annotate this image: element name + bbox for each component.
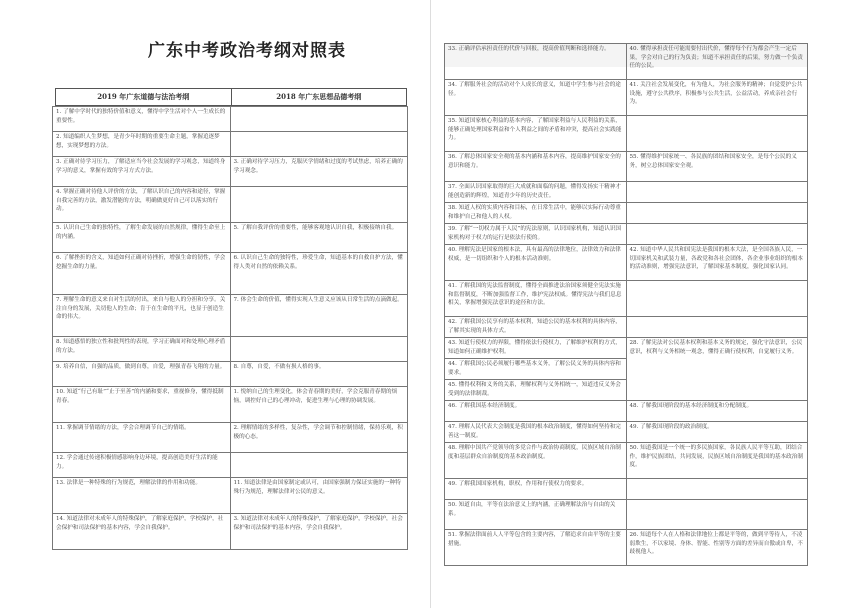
cell-2019: 13. 法律是一种特殊的行为规范，理解法律的作用和功能。	[53, 478, 231, 514]
cell-2018	[230, 187, 408, 223]
cell-2018	[626, 317, 808, 338]
cell-2019: 42. 了解我国公民享有的基本权利，知道公民的基本权利的具体内容，了解其实现的具体方式。	[445, 317, 627, 338]
cell-2018: 26. 知道每个人在人格和法律地位上都是平等的，做到平等待人，不凌弱欺生，不以家境、身体、智能、性别等方面的差异而自傲或自卑，不歧视他人。	[626, 530, 808, 566]
cell-2019: 34. 了解服务社会的活动对个人成长的意义，知道中学生参与社会的途径。	[445, 80, 627, 116]
cell-2019: 8. 知道感悟的独立性和批判性的表现，学习正确面对和处理心理矛盾的方法。	[53, 337, 231, 362]
cell-2018: 48. 了解我国现阶段的基本经济制度和分配制度。	[626, 401, 808, 422]
table-row	[53, 337, 408, 362]
cell-2019: 3. 正确对待学习压力，了解适应当今社会发展的学习观念，知道终身学习的意义，掌握有效的学习方式方法。	[53, 157, 231, 187]
cell-2019: 37. 全面认识国家取得的巨大成就和面临的问题，懂得发扬实干精神才能创造新的辉煌，知道青少年的历史责任。	[445, 182, 627, 203]
table-row	[445, 500, 808, 530]
left-table-header	[55, 88, 407, 106]
cell-2019: 12. 学会通过传递积极情感影响身边环境，提高创造美好生活的能力。	[53, 453, 231, 478]
cell-2019: 5. 认识自己生命的独特性，了解生命发展的自然规律，懂得生命至上的内涵。	[53, 223, 231, 253]
cell-2018: 5. 了解自我评价的重要性，能够客观地认识自我，积极接纳自我。	[230, 223, 408, 253]
table-row	[445, 281, 808, 317]
table-row	[53, 362, 408, 387]
cell-2018: 55. 懂得维护国家统一、各民族的团结和国家安全，是每个公民的义务，树立总体国家安全观。	[626, 152, 808, 182]
table-row	[53, 453, 408, 478]
table-row	[445, 44, 808, 80]
cell-2018	[626, 281, 808, 317]
cell-2018: 11. 知道法律是由国家制定或认可，由国家强制力保证实施的一种特殊行为规范，理解法律对公民的意义。	[230, 478, 408, 514]
cell-2018	[230, 453, 408, 478]
cell-2018	[230, 107, 408, 132]
table-row	[53, 514, 408, 550]
table-row	[53, 187, 408, 223]
table-row	[445, 152, 808, 182]
cell-2018	[230, 337, 408, 362]
cell-2019: 10. 知道“行己有耻”“止于至善”的内涵和要求，重视修身，懂得抵制青春。	[53, 387, 231, 423]
table-row	[445, 203, 808, 224]
cell-2019: 45. 懂得权利和义务的关系，理解权利与义务相统一，知道违反义务会受到的法律制裁。	[445, 380, 627, 401]
cell-2018: 8. 自尊，自爱，不做有损人格的事。	[230, 362, 408, 387]
cell-2019: 11. 掌握调节情绪的方法，学会合理调节自己的情绪。	[53, 423, 231, 453]
table-row	[445, 530, 808, 566]
table-row	[445, 224, 808, 245]
table-row	[445, 245, 808, 281]
cell-2019: 33. 正确评估承担责任的代价与回报，提高价值判断和选择能力。	[445, 44, 627, 80]
header-2019: 2019 年广东道德与法治考纲	[97, 92, 190, 101]
table-row	[445, 422, 808, 443]
table-row	[445, 401, 808, 422]
right-comparison-table	[444, 43, 808, 566]
cell-2018	[626, 203, 808, 224]
header-2018: 2018 年广东思想品德考纲	[231, 89, 407, 105]
cell-2019: 48. 理解中国共产党领导的多党合作与政治协商制度，民族区域自治制度和基层群众自治制度的基本政治制度。	[445, 443, 627, 479]
table-row	[53, 478, 408, 514]
cell-2018	[626, 116, 808, 152]
cell-2018: 28. 了解宪法对公民基本权利和基本义务的规定，强化守法意识，公民意识，权利与义务相统一观念，懂得正确行使权利，自觉履行义务。	[626, 338, 808, 401]
cell-2019: 7. 理解生命的意义来自对生活的付出，来自与他人的分担和分享。关注自身的发展，关切他人的生命；肯于在生命的平凡，也显于创造生命的伟大。	[53, 295, 231, 337]
table-row	[445, 182, 808, 203]
cell-2019: 35. 知道国家核心利益的基本内容，了解国家利益与人民利益的关系，能够正确处理国家利益和个人利益之间的矛盾和冲突，提高社会实践能力。	[445, 116, 627, 152]
table-row	[445, 338, 808, 359]
cell-2018: 50. 知道我国是一个统一的多民族国家，各民族人民平等互助，团结合作，维护民族团结，共同发展，民族区域自治制度是我国的基本政治制度。	[626, 443, 808, 479]
cell-2019: 47. 理解人民代表大会制度是我国的根本政治制度，懂得如何坚持和完善这一制度。	[445, 422, 627, 443]
page-divider	[430, 0, 431, 608]
cell-2019: 6. 了解挫折的含义，知道如何正确对待挫折，增强生命的韧性，学会挖掘生命的力量。	[53, 253, 231, 295]
table-row	[53, 157, 408, 187]
cell-2018	[230, 132, 408, 157]
table-row	[53, 132, 408, 157]
cell-2018	[626, 479, 808, 500]
cell-2018: 3. 知道法律对未成年人的特殊保护，了解家庭保护，学校保护，社会保护和司法保护的基本内容，学会自我保护。	[230, 514, 408, 550]
cell-2018	[626, 500, 808, 530]
cell-2019: 40. 理解宪法是国家的根本法，具有最高的法律地位，法律效力和法律权威，是一切组织和个人的根本活动准则。	[445, 245, 627, 281]
cell-2019: 50. 知道自由，平等在法治意义上的内涵，正确理解法治与自由的关系。	[445, 500, 627, 530]
cell-2019: 44. 了解我国公民必须履行哪些基本义务，了解公民义务的具体内容和要求。	[445, 359, 627, 380]
table-row	[53, 423, 408, 453]
cell-2018: 41. 关注社会发展变化，有为他人，为社会服务的精神；自觉爱护公共设施，遵守公共秩序，积极参与公共生活，公益活动，养成亲社会行为。	[626, 80, 808, 116]
cell-2019: 14. 知道法律对未成年人的特殊保护，了解家庭保护，学校保护，社会保护和司法保护的基本内容，学会自我保护。	[53, 514, 231, 550]
cell-2018: 6. 认识自己生命的独特性，珍爱生命，知道基本的自救自护方法，懂得人类对自然的依赖关系。	[230, 253, 408, 295]
table-row	[445, 80, 808, 116]
table-row	[53, 223, 408, 253]
table-row	[53, 295, 408, 337]
cell-2018: 1. 悦纳自己的生理变化，体会青春期的美好，学会克服青春期的烦恼，调控好自己的心理冲动，促进生理与心理的协调发展。	[230, 387, 408, 423]
table-row	[53, 253, 408, 295]
cell-2018	[626, 224, 808, 245]
cell-2018: 49. 了解我国现阶段的政治制度。	[626, 422, 808, 443]
left-comparison-table	[52, 106, 408, 550]
cell-2018: 2. 理解情绪的多样性，复杂性，学会调节和控制情绪，保持乐观，积极的心态。	[230, 423, 408, 453]
cell-2019: 39. 了解“一切权力属于人民”的宪法原则，认识国家机构，知道认识国家机构对于权力的运行是依法行使的。	[445, 224, 627, 245]
table-row	[445, 317, 808, 338]
table-row	[445, 479, 808, 500]
cell-2018: 40. 懂得承担责任可能需要付出代价，懂得每个行为都会产生一定后果，学会对自己的行为负责；知道不承担责任的后果，努力做一个负责任的公民。	[626, 44, 808, 80]
cell-2018: 42. 知道中华人民共和国宪法是我国的根本大法，是全国各族人民，一切国家机关和武装力量，各政党和各社会团体，各企业事业组织的根本的活动准则，增强宪法意识，了解国家基本制度，强化国家认同。	[626, 245, 808, 281]
cell-2019: 2. 知道编织人生梦想，是青少年时期的重要生命主题，掌握追逐梦想，实现梦想的方法。	[53, 132, 231, 157]
table-row	[445, 443, 808, 479]
cell-2019: 51. 掌握法律面前人人平等包含的主要内容，了解追求自由平等的主要措施。	[445, 530, 627, 566]
table-row	[53, 107, 408, 132]
cell-2019: 41. 了解我国的宪法监督制度，懂得全面推进法治国家须健全宪法实施和监督制度，不断加强监督工作，维护宪法权威。懂得宪法与我们息息相关，掌握增强宪法意识的途径和方法。	[445, 281, 627, 317]
cell-2019: 38. 知道人权的实质内容和目标，在日常生活中，能够以实际行动尊重和维护自己和他人的人权。	[445, 203, 627, 224]
cell-2019: 4. 掌握正确对待他人评价的方法，了解认识自己的内容和途径，掌握自我完善的方法，激发潜能的方法，明确做更好自己可以落实的行动。	[53, 187, 231, 223]
cell-2018: 3. 正确对待学习压力，克服厌学情绪和过度的考试焦虑，培养正确的学习观念。	[230, 157, 408, 187]
cell-2019: 43. 知道行使权力的界限，懂得依法行使权力，了解维护权利的方式，知道如何正确维护权利。	[445, 338, 627, 359]
cell-2019: 49. 了解我国国家机构，职权，作用和行使权力的要求。	[445, 479, 627, 500]
cell-2019: 46. 了解我国基本经济制度。	[445, 401, 627, 422]
cell-2019: 36. 了解总体国家安全观的基本内涵和基本内容，提高维护国家安全的意识和能力。	[445, 152, 627, 182]
table-row	[445, 116, 808, 152]
cell-2019: 9. 培养自信，自强的品质，做到自尊，自爱，理强青春飞翔的力量。	[53, 362, 231, 387]
document-title: 广东中考政治考纲对照表	[148, 41, 346, 61]
cell-2019: 1. 了解中学时代的独特价值和意义，懂得中学生活对个人一生成长的重要性。	[53, 107, 231, 132]
table-row	[53, 387, 408, 423]
cell-2018	[626, 182, 808, 203]
cell-2018: 7. 体会生命的价值，懂得实现人生意义应该从日常生活的点滴做起。	[230, 295, 408, 337]
